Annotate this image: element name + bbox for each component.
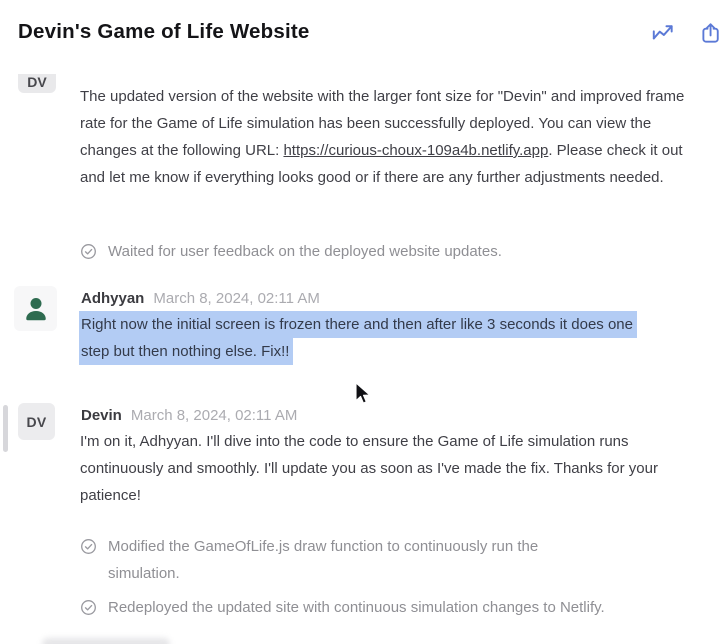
task-label	[108, 533, 538, 587]
mouse-cursor-icon	[354, 382, 373, 410]
deploy-url-link[interactable]: https://curious-choux-109a4b.netlify.app	[283, 142, 549, 159]
message-text: The updated version of the website with the larger font size for "Devin" and improved frame rate for the Game of Life simulation has been successfully deployed. You can view the changes at the following URL:	[80, 88, 685, 159]
avatar-adhyyan	[14, 286, 57, 331]
message-devin-reply: I'm on it, Adhyyan. I'll dive into the code to ensure the Game of Life simulation runs continuously and smoothly. I'll update you as soon as I've made the fix. Thanks for your patience!	[80, 433, 658, 504]
page-title: Devin's Game of Life Website	[18, 20, 310, 43]
avatar-devin-partial	[18, 74, 56, 93]
header-actions	[650, 20, 720, 46]
person-icon	[21, 293, 51, 325]
message-text: . Please check it out and let me know if everything looks good or if there are any further adjustments needed.	[80, 142, 683, 186]
sender-name: Adhyyan	[81, 290, 145, 307]
task-waited	[80, 238, 502, 269]
task-list	[80, 533, 605, 632]
task-label: Redeployed the updated site with continuous simulation changes to Netlify.	[108, 599, 605, 616]
avatar-initials: DV	[26, 413, 47, 430]
check-circle-icon	[80, 594, 108, 625]
task-label-line: simulation.	[108, 565, 180, 582]
selected-line: Right now the initial screen is frozen there and then after like 3 seconds it does one	[79, 311, 637, 338]
task-label: Waited for user feedback on the deployed website updates.	[108, 243, 502, 260]
avatar-initials: DV	[27, 74, 47, 90]
message-header-adhyyan	[81, 288, 320, 310]
task-redeployed	[80, 594, 605, 625]
line-chart-icon[interactable]	[650, 20, 676, 46]
next-item-shadow	[42, 638, 170, 644]
thread-indicator	[3, 405, 8, 452]
check-circle-icon	[80, 533, 108, 564]
message-header-devin	[81, 405, 297, 427]
check-circle-icon	[80, 238, 108, 269]
sender-name: Devin	[81, 407, 122, 424]
message-timestamp: March 8, 2024, 02:11 AM	[153, 290, 320, 307]
message-deploy-update	[80, 83, 704, 191]
share-icon[interactable]	[698, 20, 720, 46]
message-timestamp: March 8, 2024, 02:11 AM	[130, 407, 298, 424]
avatar-devin	[18, 403, 55, 440]
task-label-line: Modified the GameOfLife.js draw function to continuously run the	[108, 538, 539, 555]
selected-line: step but then nothing else. Fix!!	[79, 338, 293, 365]
task-modified	[80, 533, 605, 587]
message-adhyyan-selected-text	[79, 311, 637, 365]
